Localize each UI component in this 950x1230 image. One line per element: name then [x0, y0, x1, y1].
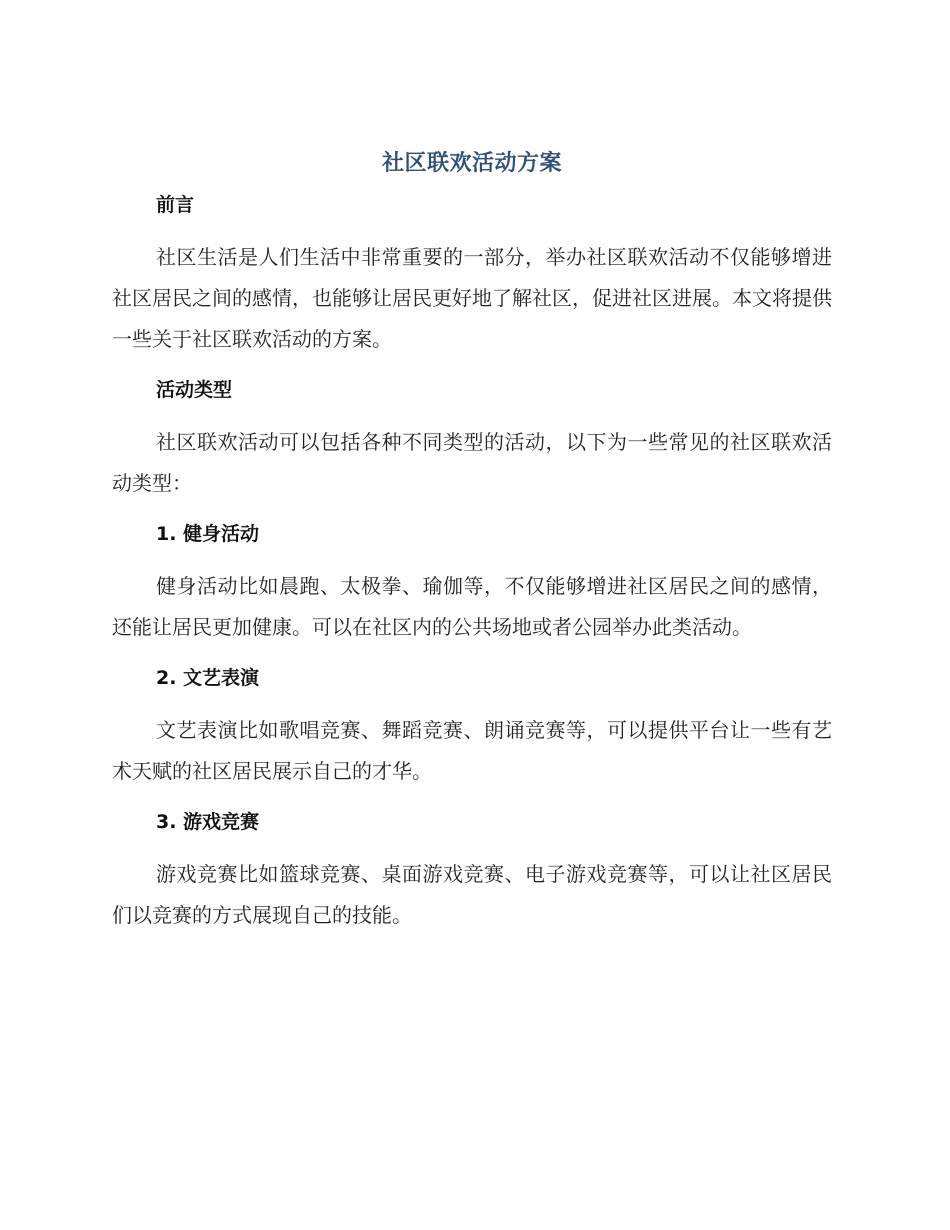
section-paragraph: 社区生活是人们生活中非常重要的一部分，举办社区联欢活动不仅能够增进社区居民之间的感情，也能够让居民更好地了解社区，促进社区进展。本文将提供一些关于社区联欢活动的方案。 [112, 245, 832, 351]
section-heading: 3. 游戏竞赛 [156, 811, 260, 833]
section-paragraph: 游戏竞赛比如篮球竞赛、桌面游戏竞赛、电子游戏竞赛等，可以让社区居民们以竞赛的方式展现自己的技能。 [112, 862, 832, 927]
section-paragraph: 文艺表演比如歌唱竞赛、舞蹈竞赛、朗诵竞赛等，可以提供平台让一些有艺术天赋的社区居民展示自己的才华。 [112, 718, 832, 783]
section-heading: 2. 文艺表演 [156, 667, 260, 689]
section-activity-types [112, 376, 832, 504]
section-heading: 1. 健身活动 [156, 523, 260, 545]
document-title: 社区联欢活动方案 [381, 151, 562, 176]
section-fitness [112, 520, 832, 648]
section-heading: 前言 [156, 194, 195, 216]
section-games [112, 808, 832, 936]
document-body [112, 146, 832, 952]
section-performance [112, 664, 832, 792]
section-preface [112, 191, 832, 360]
section-paragraph: 社区联欢活动可以包括各种不同类型的活动，以下为一些常见的社区联欢活动类型： [112, 430, 832, 495]
section-paragraph: 健身活动比如晨跑、太极拳、瑜伽等，不仅能够增进社区居民之间的感情，还能让居民更加健康。可以在社区内的公共场地或者公园举办此类活动。 [112, 574, 832, 639]
section-heading: 活动类型 [156, 379, 233, 401]
